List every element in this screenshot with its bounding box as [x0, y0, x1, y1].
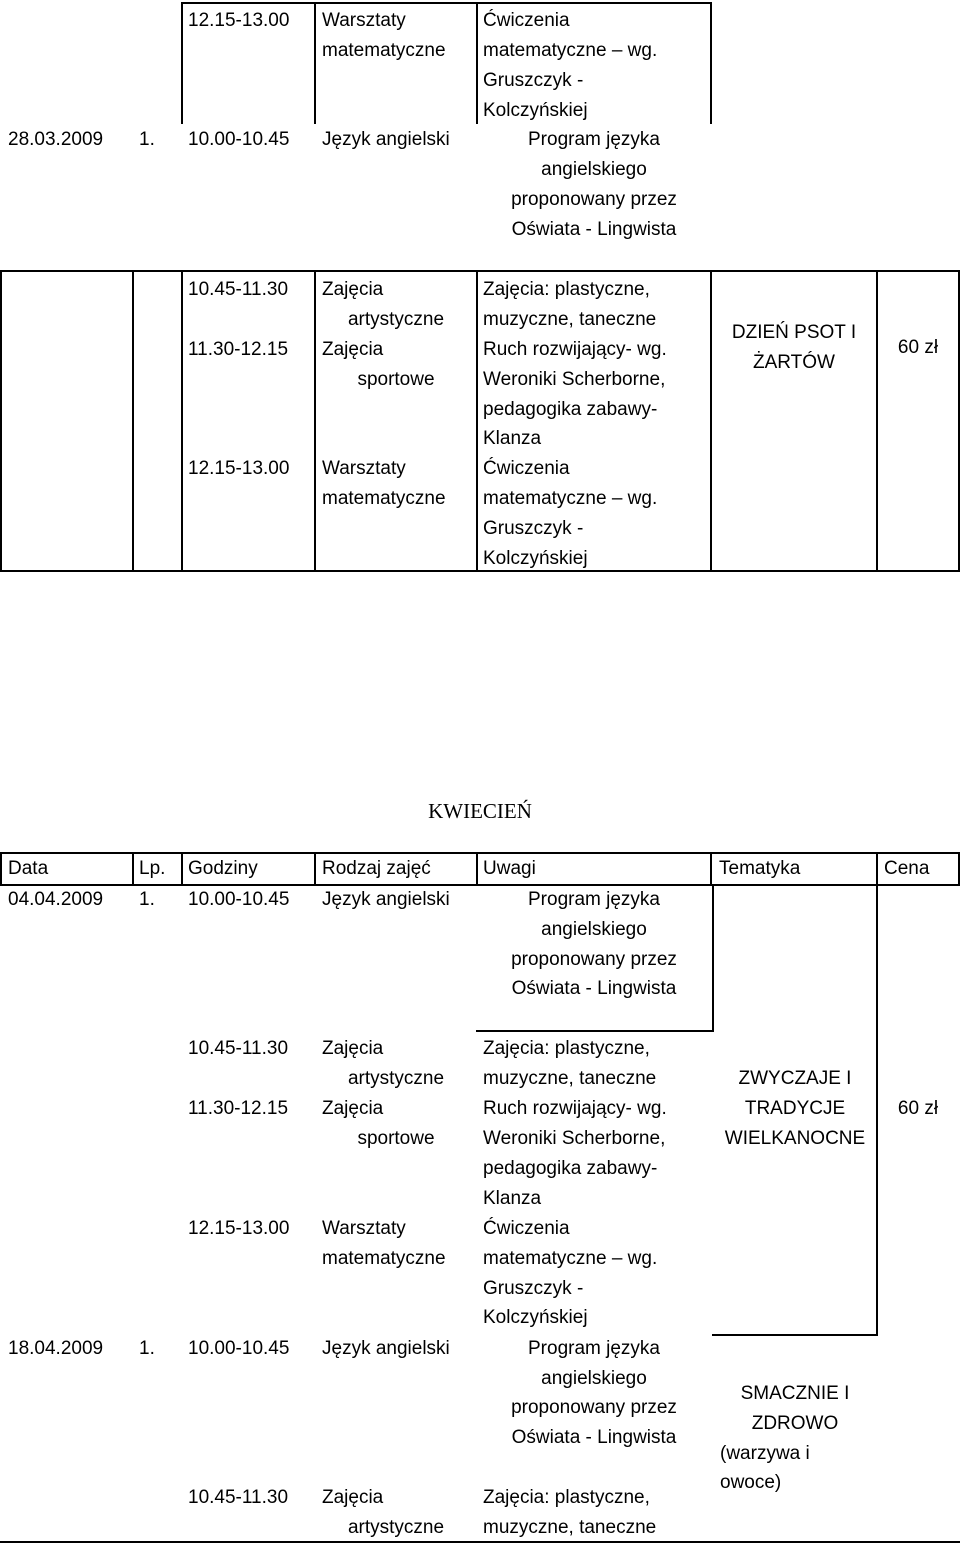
cell-notes-line: muzyczne, taneczne — [483, 1517, 657, 1538]
cell-notes-line: Zajęcia: plastyczne, — [483, 279, 650, 300]
cell-time: 10.45-11.30 — [188, 279, 289, 300]
cell-activity-line: sportowe — [357, 369, 435, 390]
cell-notes-line: Kolczyńskiej — [483, 548, 588, 569]
cell-lp: 1. — [139, 1338, 155, 1359]
month-title: KWIECIEŃ — [428, 799, 532, 823]
cell-time: 10.00-10.45 — [188, 129, 290, 150]
cell-activity-line: Zajęcia — [322, 1098, 384, 1119]
cell-notes-line: Program języka — [528, 889, 660, 910]
cell-notes-line: Kolczyńskiej — [483, 100, 588, 121]
cell-notes-line: Klanza — [483, 428, 542, 449]
cell-activity-line: Zajęcia — [322, 1487, 384, 1508]
cell-theme-line: DZIEŃ PSOT I — [731, 322, 857, 343]
cell-activity-line: Zajęcia — [322, 1038, 384, 1059]
cell-theme-line: SMACZNIE I — [740, 1383, 850, 1404]
cell-notes-line: Oświata - Lingwista — [511, 219, 677, 240]
cell-theme-line: ZWYCZAJE I — [738, 1068, 852, 1089]
cell-notes-line: proponowany przez — [511, 189, 677, 210]
cell-activity: Język angielski — [322, 1338, 450, 1359]
cell-notes-line: pedagogika zabawy- — [483, 399, 658, 420]
cell-notes-line: matematyczne – wg. — [483, 1248, 658, 1269]
header-theme: Tematyka — [719, 858, 801, 879]
cell-activity-line: matematyczne — [322, 40, 446, 61]
cell-time: 12.15-13.00 — [188, 458, 290, 479]
cell-activity-line: artystyczne — [347, 1517, 445, 1538]
cell-theme-line: ZDROWO — [751, 1413, 839, 1434]
cell-notes-line: Oświata - Lingwista — [511, 978, 677, 999]
cell-notes-line: Ruch rozwijający- wg. — [483, 339, 667, 360]
cell-notes-line: Weroniki Scherborne, — [483, 1128, 666, 1149]
cell-activity: Język angielski — [322, 889, 450, 910]
cell-time: 12.15-13.00 — [188, 1218, 290, 1239]
cell-activity-line: artystyczne — [347, 309, 445, 330]
cell-date: 04.04.2009 — [8, 889, 104, 910]
cell-theme-line: owoce) — [720, 1472, 782, 1493]
cell-activity-line: Zajęcia — [322, 339, 384, 360]
cell-price: 60 zł — [897, 337, 939, 358]
cell-notes-line: Gruszczyk - — [483, 518, 584, 539]
cell-notes-line: Zajęcia: plastyczne, — [483, 1038, 650, 1059]
cell-lp: 1. — [139, 129, 155, 150]
cell-notes-line: angielskiego — [541, 1368, 647, 1389]
cell-notes-line: Ruch rozwijający- wg. — [483, 1098, 667, 1119]
header-date: Data — [8, 858, 49, 879]
cell-activity-line: sportowe — [357, 1128, 435, 1149]
cell-notes-line: muzyczne, taneczne — [483, 309, 657, 330]
cell-notes-line: muzyczne, taneczne — [483, 1068, 657, 1089]
header-notes: Uwagi — [483, 858, 536, 879]
cell-time: 10.45-11.30 — [188, 1487, 289, 1508]
cell-time: 10.00-10.45 — [188, 889, 290, 910]
header-lp: Lp. — [139, 858, 166, 879]
cell-notes-line: angielskiego — [541, 919, 647, 940]
cell-notes-line: matematyczne – wg. — [483, 488, 658, 509]
cell-time: 10.45-11.30 — [188, 1038, 289, 1059]
cell-date: 28.03.2009 — [8, 129, 104, 150]
cell-activity-line: matematyczne — [322, 1248, 446, 1269]
cell-notes-line: Kolczyńskiej — [483, 1307, 588, 1328]
cell-price: 60 zł — [897, 1098, 939, 1119]
cell-time: 11.30-12.15 — [188, 1098, 289, 1119]
cell-activity-line: Warsztaty — [322, 458, 406, 479]
cell-notes-line: Zajęcia: plastyczne, — [483, 1487, 650, 1508]
cell-notes-line: matematyczne – wg. — [483, 40, 658, 61]
cell-theme-line: (warzywa i — [720, 1443, 810, 1464]
cell-notes-line: Ćwiczenia — [483, 1218, 570, 1239]
cell-notes-line: Program języka — [528, 1338, 660, 1359]
cell-time: 10.00-10.45 — [188, 1338, 290, 1359]
cell-activity-line: Zajęcia — [322, 279, 384, 300]
cell-notes-line: Gruszczyk - — [483, 1278, 584, 1299]
cell-notes-line: angielskiego — [541, 159, 647, 180]
cell-activity-line: Warsztaty — [322, 1218, 406, 1239]
cell-notes-line: Gruszczyk - — [483, 70, 584, 91]
cell-notes-line: Weroniki Scherborne, — [483, 369, 666, 390]
header-type: Rodzaj zajęć — [322, 858, 431, 879]
cell-notes-line: pedagogika zabawy- — [483, 1158, 658, 1179]
cell-activity-line: matematyczne — [322, 488, 446, 509]
cell-notes-line: Ćwiczenia — [483, 10, 570, 31]
cell-lp: 1. — [139, 889, 155, 910]
cell-notes-line: Klanza — [483, 1188, 542, 1209]
cell-notes-line: proponowany przez — [511, 949, 677, 970]
cell-theme-line: ŻARTÓW — [753, 352, 835, 373]
cell-date: 18.04.2009 — [8, 1338, 104, 1359]
header-price: Cena — [884, 858, 930, 879]
cell-activity: Język angielski — [322, 129, 450, 150]
header-time: Godziny — [188, 858, 258, 879]
cell-activity-line: Warsztaty — [322, 10, 406, 31]
cell-notes-line: Oświata - Lingwista — [511, 1427, 677, 1448]
cell-time: 12.15-13.00 — [188, 10, 290, 31]
cell-notes-line: proponowany przez — [511, 1397, 677, 1418]
cell-activity-line: artystyczne — [347, 1068, 445, 1089]
cell-theme-line: WIELKANOCNE — [724, 1128, 866, 1149]
cell-time: 11.30-12.15 — [188, 339, 289, 360]
cell-theme-line: TRADYCJE — [744, 1098, 846, 1119]
cell-notes-line: Program języka — [528, 129, 660, 150]
cell-notes-line: Ćwiczenia — [483, 458, 570, 479]
